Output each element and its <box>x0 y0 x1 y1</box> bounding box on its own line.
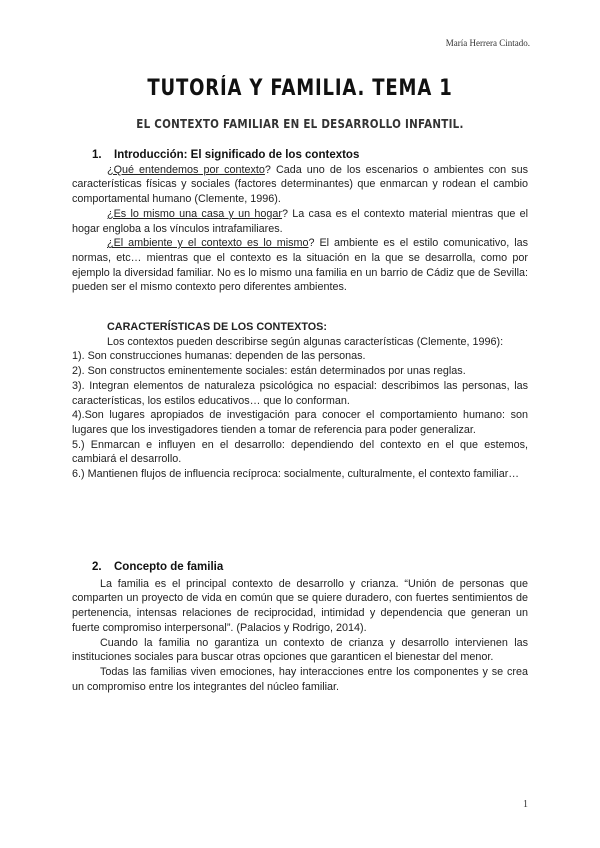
section-introduction <box>72 148 528 295</box>
paragraph-context <box>72 163 528 207</box>
list-item: 2). Son constructos eminentemente sociales: están determinados por unas reglas. <box>72 365 466 378</box>
list-item: 4).Son lugares apropiados de investigación para conocer el comportamiento humano: son lugares que los investigadores tienden a tomar de referencia para poder generalizar. <box>72 409 528 436</box>
section-1-title: Introducción: El significado de los contextos <box>114 149 360 161</box>
section-characteristics <box>72 320 528 482</box>
section-1-heading <box>72 148 528 163</box>
list-item: 5.) Enmarcan e influyen en el desarrollo: dependiendo del contexto en el que estemos, cambiará el desarrollo. <box>72 438 528 466</box>
paragraph-environment-text: ? El ambiente es el estilo comunicativo, las normas, etc… mientras que el contexto es la situación en la que se desarrolla, como por ejemplo la diversidad familiar. No es lo mismo una familia en un barrio de Cádiz que de Sevilla: pueden ser el mismo contexto pero diferentes ambientes. <box>72 237 529 294</box>
question-context: ¿Qué entendemos por contexto <box>107 163 265 176</box>
list-item: 6.) Mantienen flujos de influencia recíproca: socialmente, culturalmente, el contexto familiar… <box>72 468 520 481</box>
page-title: TUTORÍA Y FAMILIA. TEMA 1 <box>147 76 453 101</box>
question-home: ¿Es lo mismo una casa y un hogar <box>107 207 283 220</box>
section-family-concept <box>72 560 528 694</box>
paragraph-home-text: ? La casa es el contexto material mientras que el hogar engloba a los vínculos intrafamiliares. <box>72 207 528 235</box>
paragraph-environment <box>72 236 528 295</box>
list-item: 3). Integran elementos de naturaleza psicológica no espacial: describimos las personas, las características, los estilos educativos… que lo conforman. <box>72 379 528 407</box>
list-item: 1). Son construcciones humanas: dependen de las personas. <box>72 350 366 363</box>
paragraph-family-emotions: Todas las familias viven emociones, hay interacciones entre los componentes y se crea un compromiso entre los integrantes del núcleo familiar. <box>72 665 528 693</box>
section-2-number: 2. <box>92 561 102 573</box>
paragraph-family-institutions: Cuando la familia no garantiza un contexto de crianza y desarrollo intervienen las instituciones sociales para buscar otras opciones que garanticen el bienestar del menor. <box>72 636 528 664</box>
paragraph-home <box>72 207 528 236</box>
section-2-title: Concepto de familia <box>114 561 224 573</box>
characteristics-intro: Los contextos pueden describirse según algunas características (Clemente, 1996): <box>107 335 504 348</box>
paragraph-context-text: ? Cada uno de los escenarios o ambientes con sus características físicas y sociales (factores determinantes) que enmarcan y rodean el cambio comportamental humano (Clemente, 1996). <box>72 163 528 206</box>
characteristics-heading: CARACTERÍSTICAS DE LOS CONTEXTOS: <box>107 321 327 333</box>
author-header: María Herrera Cintado. <box>445 38 530 48</box>
paragraph-family-definition: La familia es el principal contexto de desarrollo y crianza. “Unión de personas que comparten un proyecto de vida en común que se quiere duradero, con fuertes sentimientos de pertenencia, intensas relaciones de reciprocidad, intimidad y dependencia que generan un fuerte compromiso interpersonal”. (Palacios y Rodrigo, 2014). <box>72 577 528 634</box>
section-2-heading <box>72 560 528 575</box>
question-environment: ¿El ambiente y el contexto es lo mismo <box>107 237 309 250</box>
section-1-number: 1. <box>92 149 102 161</box>
page-number: 1 <box>523 799 528 810</box>
page-subtitle: EL CONTEXTO FAMILIAR EN EL DESARROLLO INFANTIL. <box>136 117 464 131</box>
